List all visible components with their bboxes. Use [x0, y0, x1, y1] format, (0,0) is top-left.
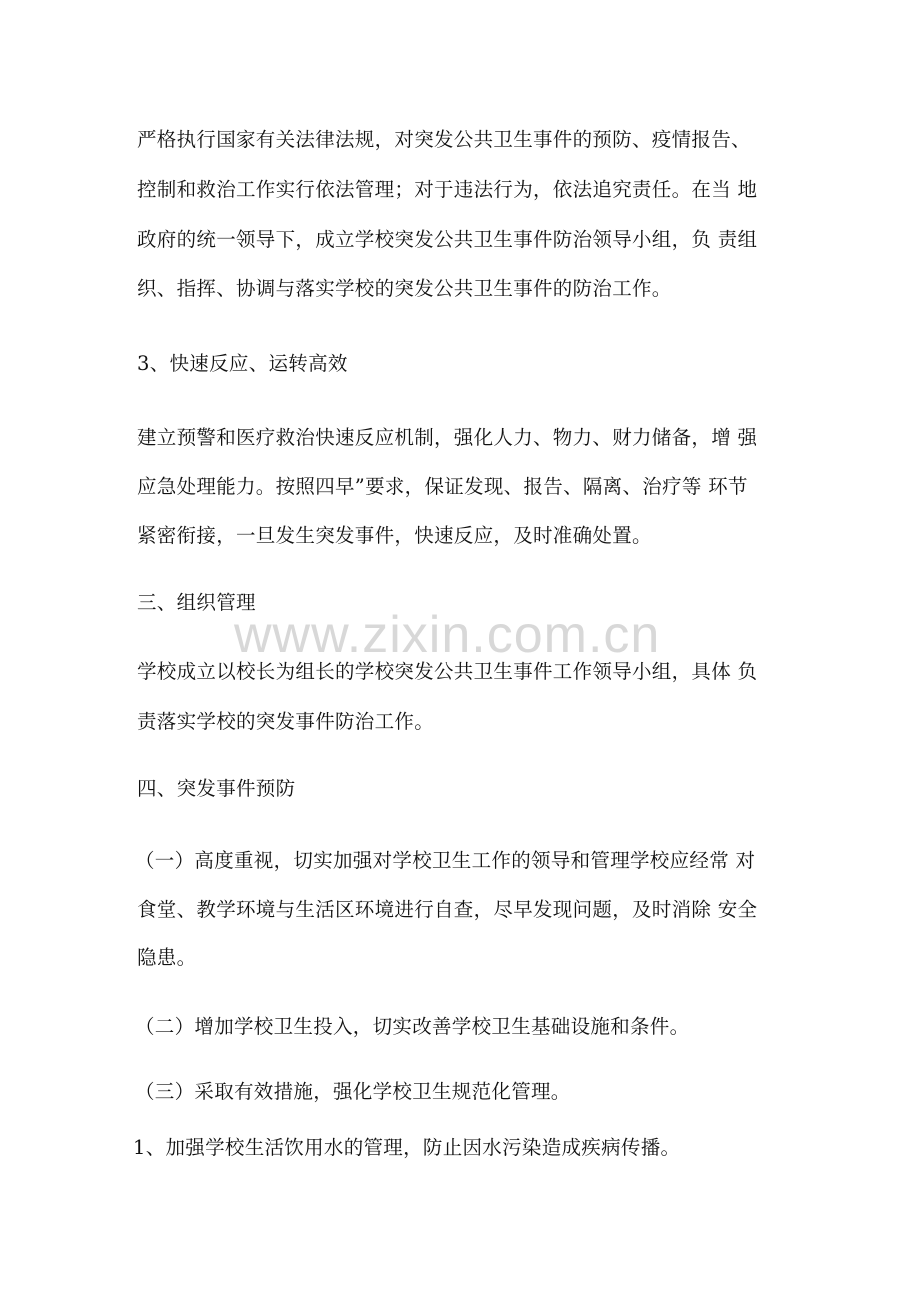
paragraph-line: 应急处理能力。按照四早”要求，保证发现、报告、隔离、治疗等 环节 — [137, 475, 748, 498]
paragraph-line: 控制和救治工作实行依法管理；对于违法行为，依法追究责任。在当 地 — [137, 178, 758, 201]
paragraph-line: 1、加强学校生活饮用水的管理，防止因水污染造成疾病传播。 — [133, 1136, 681, 1159]
paragraph-line: 建立预警和医疗救治快速反应机制，强化人力、物力、财力储备，增 强 — [137, 426, 758, 449]
paragraph-line: 学校成立以校长为组长的学校突发公共卫生事件工作领导小组，具体 负 — [137, 660, 758, 683]
section-heading: 三、组织管理 — [137, 591, 256, 614]
paragraph-line: 食堂、教学环境与生活区环境进行自查，尽早发现问题，及时消除 安全 — [137, 898, 758, 921]
paragraph-line: 隐患。 — [137, 946, 197, 969]
paragraph-line: （一）高度重视，切实加强对学校卫生工作的领导和管理学校应经常 对 — [135, 849, 756, 872]
paragraph-line: （二）增加学校卫生投入，切实改善学校卫生基础设施和条件。 — [135, 1015, 690, 1038]
section-heading: 四、突发事件预防 — [137, 777, 296, 800]
paragraph-line: 紧密衔接，一旦发生突发事件，快速反应，及时准确处置。 — [137, 524, 652, 547]
paragraph-line: 严格执行国家有关法律法规，对突发公共卫生事件的预防、疫情报告、 — [137, 128, 751, 151]
paragraph-line: 政府的统一领导下，成立学校突发公共卫生事件防治领导小组，负 责组 — [137, 228, 758, 251]
watermark-text: www.zixin.com.cn — [234, 606, 661, 664]
paragraph-line: 责落实学校的突发事件防治工作。 — [137, 710, 435, 733]
paragraph-line: （三）采取有效措施，强化学校卫生规范化管理。 — [135, 1080, 571, 1103]
section-heading: 3、快速反应、运转高效 — [137, 352, 348, 375]
paragraph-line: 织、指挥、协调与落实学校的突发公共卫生事件的防治工作。 — [137, 277, 672, 300]
